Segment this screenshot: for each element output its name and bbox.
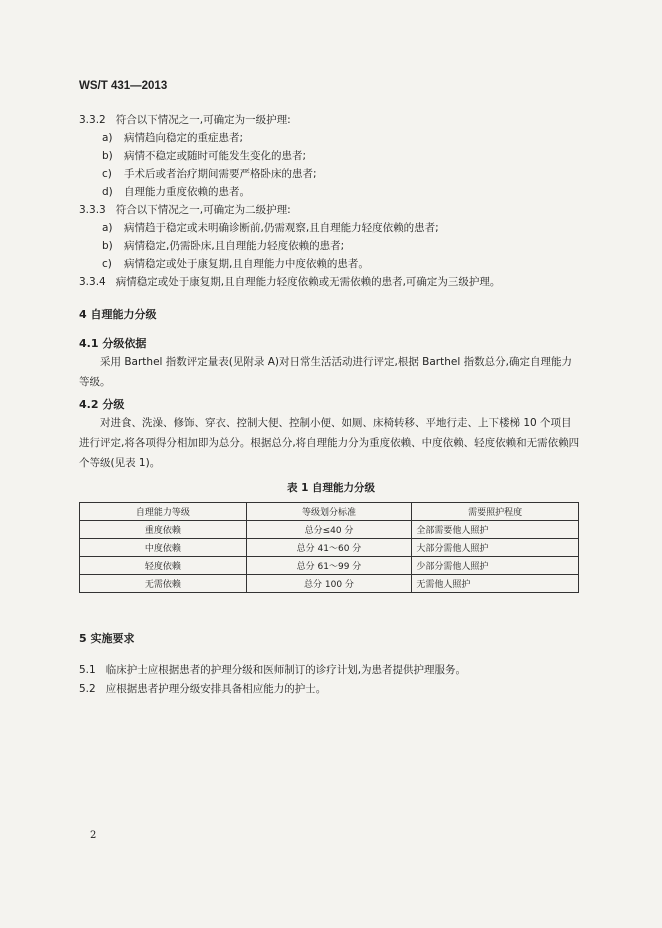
list-text: 病情不稳定或随时可能发生变化的患者; — [124, 150, 307, 162]
table-caption: 表 1 自理能力分级 — [286, 482, 376, 494]
table-cell: 无需依赖 — [80, 575, 247, 593]
list-item — [102, 131, 243, 145]
list-text: 病情稳定或处于康复期,且自理能力中度依赖的患者。 — [124, 258, 369, 270]
list-label: a) — [102, 132, 113, 144]
table-header-cell: 等级划分标准 — [246, 503, 412, 521]
clause-5-2 — [79, 682, 326, 696]
clause-text: 符合以下情况之一,可确定为一级护理: — [115, 114, 291, 126]
clause-text: 临床护士应根据患者的护理分级和医师制订的诊疗计划,为患者提供护理服务。 — [105, 664, 467, 676]
section-4-1-title: 4.1 分级依据 — [79, 337, 147, 350]
section-4-2-paragraph: 对进食、洗澡、修饰、穿衣、控制大便、控制小便、如厕、床椅转移、平地行走、上下楼梯 10 个项目进行评定,将各项得分相加即为总分。根据总分,将自理能力分为重度依赖、中度依赖、轻度依赖和无需依赖四个等级(见表 1)。 — [79, 417, 580, 469]
table-header-cell: 自理能力等级 — [80, 503, 247, 521]
table-header-row — [80, 503, 579, 521]
list-text: 自理能力重度依赖的患者。 — [124, 186, 250, 198]
section-4-title: 4 自理能力分级 — [79, 308, 157, 321]
table-row — [80, 575, 579, 593]
clause-text: 病情稳定或处于康复期,且自理能力轻度依赖或无需依赖的患者,可确定为三级护理。 — [115, 276, 501, 288]
clause-3-3-4 — [79, 275, 500, 289]
table-cell: 中度依赖 — [80, 539, 247, 557]
list-text: 病情趋向稳定的重症患者; — [124, 132, 244, 144]
standard-code: WS/T 431—2013 — [79, 80, 168, 92]
clause-number: 3.3.4 — [79, 276, 106, 288]
clause-3-3-2 — [79, 113, 291, 127]
clause-text: 符合以下情况之一,可确定为二级护理: — [115, 204, 291, 216]
table-cell: 大部分需他人照护 — [412, 539, 579, 557]
list-label: b) — [102, 240, 113, 252]
list-item — [102, 257, 369, 271]
list-text: 手术后或者治疗期间需要严格卧床的患者; — [124, 168, 317, 180]
table-cell: 轻度依赖 — [80, 557, 247, 575]
table-header-cell: 需要照护程度 — [412, 503, 579, 521]
list-item — [102, 167, 317, 181]
clause-number: 5.1 — [79, 664, 96, 676]
table-cell: 无需他人照护 — [412, 575, 579, 593]
table-cell: 重度依赖 — [80, 521, 247, 539]
list-label: b) — [102, 150, 113, 162]
table-cell: 总分 100 分 — [246, 575, 412, 593]
list-label: d) — [102, 186, 113, 198]
list-label: c) — [102, 168, 112, 180]
section-4-1-paragraph: 采用 Barthel 指数评定量表(见附录 A)对日常生活活动进行评定,根据 Barthel 指数总分,确定自理能力等级。 — [79, 356, 572, 388]
list-item — [102, 221, 439, 235]
list-label: c) — [102, 258, 112, 270]
clause-5-1 — [79, 663, 466, 677]
clause-number: 3.3.2 — [79, 114, 106, 126]
table-cell: 总分≤40 分 — [246, 521, 412, 539]
clause-number: 5.2 — [79, 683, 96, 695]
list-label: a) — [102, 222, 113, 234]
table-row — [80, 521, 579, 539]
self-care-grading-table — [79, 502, 579, 593]
table-cell: 总分 41～60 分 — [246, 539, 412, 557]
table-cell: 全部需要他人照护 — [412, 521, 579, 539]
list-text: 病情稳定,仍需卧床,且自理能力轻度依赖的患者; — [124, 240, 345, 252]
section-4-2-title: 4.2 分级 — [79, 398, 125, 411]
list-text: 病情趋于稳定或未明确诊断前,仍需观察,且自理能力轻度依赖的患者; — [124, 222, 439, 234]
list-item — [102, 239, 344, 253]
clause-text: 应根据患者护理分级安排具备相应能力的护士。 — [105, 683, 327, 695]
table-cell: 少部分需他人照护 — [412, 557, 579, 575]
page-number: 2 — [90, 830, 97, 841]
list-item — [102, 185, 250, 199]
table-row — [80, 557, 579, 575]
clause-3-3-3 — [79, 203, 291, 217]
list-item — [102, 149, 306, 163]
section-5-title: 5 实施要求 — [79, 632, 135, 645]
table-row — [80, 539, 579, 557]
clause-number: 3.3.3 — [79, 204, 106, 216]
table-cell: 总分 61～99 分 — [246, 557, 412, 575]
